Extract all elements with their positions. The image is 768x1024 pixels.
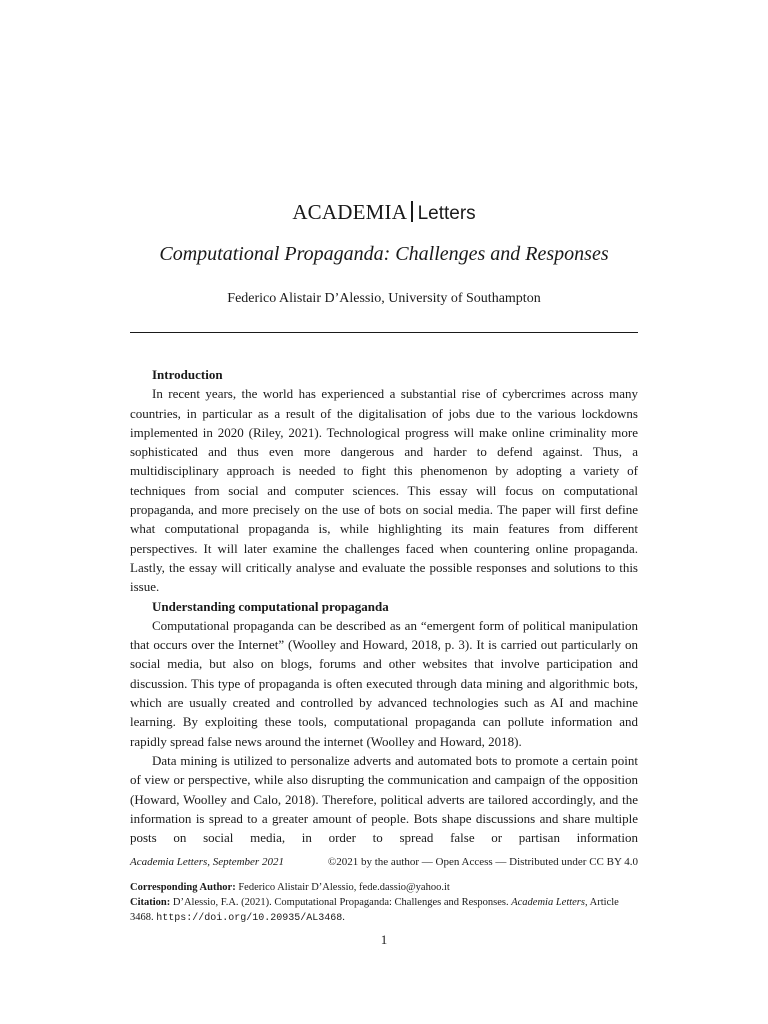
corresponding-author-line <box>130 880 638 895</box>
author-affiliation: Federico Alistair D’Alessio, University of Southampton <box>227 291 541 306</box>
masthead-section: Letters <box>417 203 476 224</box>
paragraph-introduction: In recent years, the world has experienced a substantial rise of cybercrimes across many countries, in particular as a result of the digitalisation of jobs due to the various lockdowns implemented in 2020 (Riley, 2021). Technological progress will make online criminality more sophisticated and thus even more dangerous and harder to defend against. Thus, a multidisciplinary approach is needed to fight this phenomenon by adopting a variety of techniques from social and computer sciences. This essay will focus on computational propaganda, and more precisely on the use of bots on social media. The paper will first define what computational propaganda is, while highlighting its main features from different perspectives. It will later examine the challenges faced when countering online propaganda. Lastly, the essay will critically analyse and evaluate the possible responses and solutions to this issue. <box>130 386 638 595</box>
section-heading-understanding: Understanding computational propaganda <box>152 598 389 614</box>
paper-title: Computational Propaganda: Challenges and Responses <box>159 243 609 265</box>
corresponding-author-label: Corresponding Author: <box>130 882 236 893</box>
citation-text: D’Alessio, F.A. (2021). Computational Propaganda: Challenges and Responses. <box>172 897 509 908</box>
footer-license: ©2021 by the author — Open Access — Distributed under CC BY 4.0 <box>327 856 638 868</box>
citation-label: Citation: <box>130 897 171 908</box>
article-meta <box>130 880 638 926</box>
body-text <box>130 365 638 847</box>
page-number: 1 <box>380 932 388 947</box>
masthead-divider <box>411 201 413 222</box>
masthead-brand: ACADEMIA <box>292 200 408 224</box>
paragraph-definition: Computational propaganda can be described as an “emergent form of political manipulation that occurs over the Internet” (Woolley and Howard, 2018, p. 3). It is carried out particularly on social media, but also on blogs, forums and other websites that involve participation and discussion. This type of propaganda is often executed through data mining and algorithmic bots, which are usually created and controlled by advanced technologies such as AI and machine learning. By exploiting these tools, computational propaganda can pollute information and rapidly spread false news around the internet (Woolley and Howard, 2018). <box>130 617 638 749</box>
citation-article: , Article 3468. <box>130 897 619 923</box>
masthead <box>0 197 768 229</box>
citation-line <box>130 895 638 926</box>
paragraph-data-mining: Data mining is utilized to personalize adverts and automated bots to promote a certain point of view or perspective, while also disrupting the communication and campaign of the opposition (Howard, Woolley and Calo, 2018). Therefore, political adverts are tailored accordingly, and the information is spread to a greater amount of people. Bots shape discussions and share multiple posts on social media, in order to spread false or partisan information <box>130 752 638 846</box>
citation-doi-link[interactable]: https://doi.org/10.20935/AL3468 <box>156 913 343 924</box>
footer-journal-date: Academia Letters, September 2021 <box>130 856 284 868</box>
citation-journal: Academia Letters <box>511 897 585 908</box>
section-heading-introduction: Introduction <box>152 367 223 382</box>
corresponding-author-value: Federico Alistair D’Alessio, fede.dassio@yahoo.it <box>238 882 450 893</box>
citation-doi-end: . <box>342 912 345 923</box>
title-rule <box>130 332 638 333</box>
